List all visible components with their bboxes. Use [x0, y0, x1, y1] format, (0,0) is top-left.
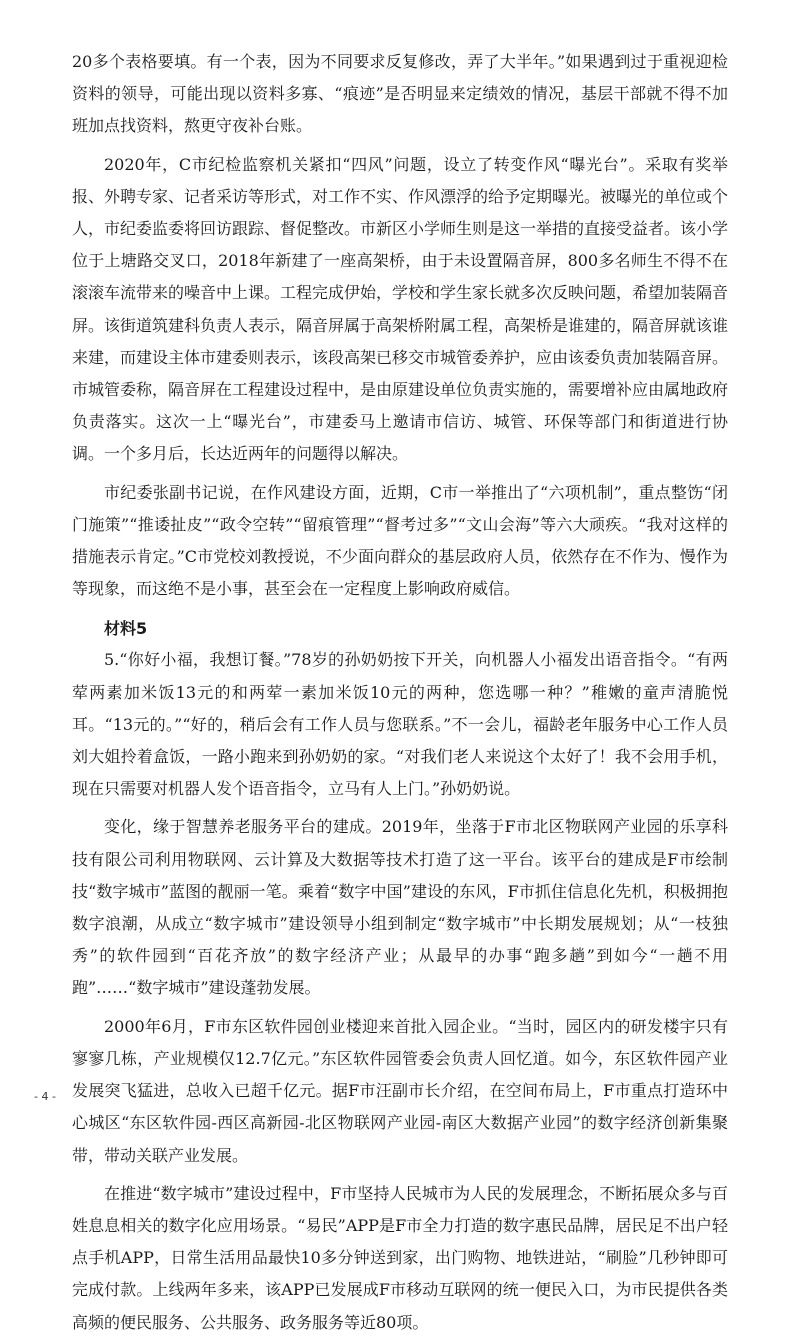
document-page [72, 46, 728, 1339]
page-number: - 4 - [34, 1090, 56, 1103]
paragraph-continued: 20多个表格要填。有一个表，因为不同要求反复修改，弄了大半年。”如果遇到过于重视迎检资料的领导，可能出现以资料多寡、“痕迹”是否明显来定绩效的情况，基层干部就不得不加班加点找资料，熬更守夜补台账。 [72, 52, 728, 136]
paragraph-digital-city-app: 在推进“数字城市”建设过程中，F市坚持人民城市为人民的发展理念，不断拓展众多与百姓息息相关的数字化应用场景。“易民”APP是F市全力打造的数字惠民品牌，居民足不出户轻点手机APP，日常生活用品最快10多分钟送到家，出门购物、地铁进站，“刷脸”几秒钟即可完成付款。上线两年多来，该APP已发展成F市移动互联网的统一便民入口，为市民提供各类高频的便民服务、公共服务、政务服务等近80项。 [72, 1183, 728, 1332]
paragraph-exposure-platform: 2020年，C市纪检监察机关紧扣“四风”问题，设立了转变作风“曝光台”。采取有奖举报、外聘专家、记者采访等形式，对工作不实、作风漂浮的给予定期曝光。被曝光的单位或个人，市纪委监委将回访跟踪、督促整改。市新区小学师生则是这一举措的直接受益者。该小学位于上塘路交叉口，2018年新建了一座高架桥，由于未设置隔音屏，800多名师生不得不在滚滚车流带来的噪音中上课。工程完成伊始，学校和学生家长就多次反映问题，希望加装隔音屏。该街道筑建科负责人表示，隔音屏属于高架桥附属工程，高架桥是谁建的，隔音屏就该谁来建，而建设主体市建委则表示，该段高架已移交市城管委养护，应由该委负责加装隔音屏。市城管委称，隔音屏在工程建设过程中，是由原建设单位负责实施的，需要增补应由属地政府负责落实。这次一上“曝光台”，市建委马上邀请市信访、城管、环保等部门和街道进行协调。一个多月后，长达近两年的问题得以解决。 [72, 154, 729, 464]
paragraph-robot-order: 5.“你好小福，我想订餐。”78岁的孙奶奶按下开关，向机器人小福发出语音指令。“有两荤两素加米饭13元的和两荤一素加米饭10元的两种，您选哪一种？”稚嫩的童声清脆悦耳。“13元的。”“好的，稍后会有工作人员与您联系。”不一会儿，福龄老年服务中心工作人员刘大姐拎着盒饭，一路小跑来到孙奶奶的家。“对我们老人来说这个太好了！我不会用手机，现在只需要对机器人发个语音指令，立马有人上门。”孙奶奶说。 [72, 650, 728, 799]
paragraph-software-park: 2000年6月，F市东区软件园创业楼迎来首批入园企业。“当时，园区内的研发楼宇只有寥寥几栋，产业规模仅12.7亿元。”东区软件园管委会负责人回忆道。如今，东区软件园产业发展突飞猛进，总收入已超千亿元。据F市汪副市长介绍，在空间布局上，F市重点打造环中心城区“东区软件园-西区高新园-北区物联网产业园-南区大数据产业园”的数字经济创新集聚带，带动关联产业发展。 [72, 1016, 728, 1165]
paragraph-smart-elderly-platform: 变化，缘于智慧养老服务平台的建成。2019年，坐落于F市北区物联网产业园的乐享科技有限公司利用物联网、云计算及大数据等技术打造了这一平台。该平台的建成是F市绘制技“数字城市”蓝图的靓丽一笔。乘着“数字中国”建设的东风，F市抓住信息化先机，积极拥抱数字浪潮，从成立“数字城市”建设领导小组到制定“数字城市”中长期发展规划；从“一枝独秀”的软件园到“百花齐放”的数字经济产业；从最早的办事“跑多趟”到如今“一趟不用跑”……“数字城市”建设蓬勃发展。 [72, 817, 728, 998]
section-heading-material-5: 材料5 [104, 619, 148, 639]
paragraph-six-mechanisms: 市纪委张副书记说，在作风建设方面，近期，C市一举推出了“六项机制”，重点整饬“闭门施策”“推诿扯皮”“政令空转”“留痕管理”“督考过多”“文山会海”等六大顽疾。“我对这样的措施表示肯定。”C市党校刘教授说，不少面向群众的基层政府人员，依然存在不作为、慢作为等现象，而这绝不是小事，甚至会在一定程度上影响政府威信。 [72, 482, 728, 599]
